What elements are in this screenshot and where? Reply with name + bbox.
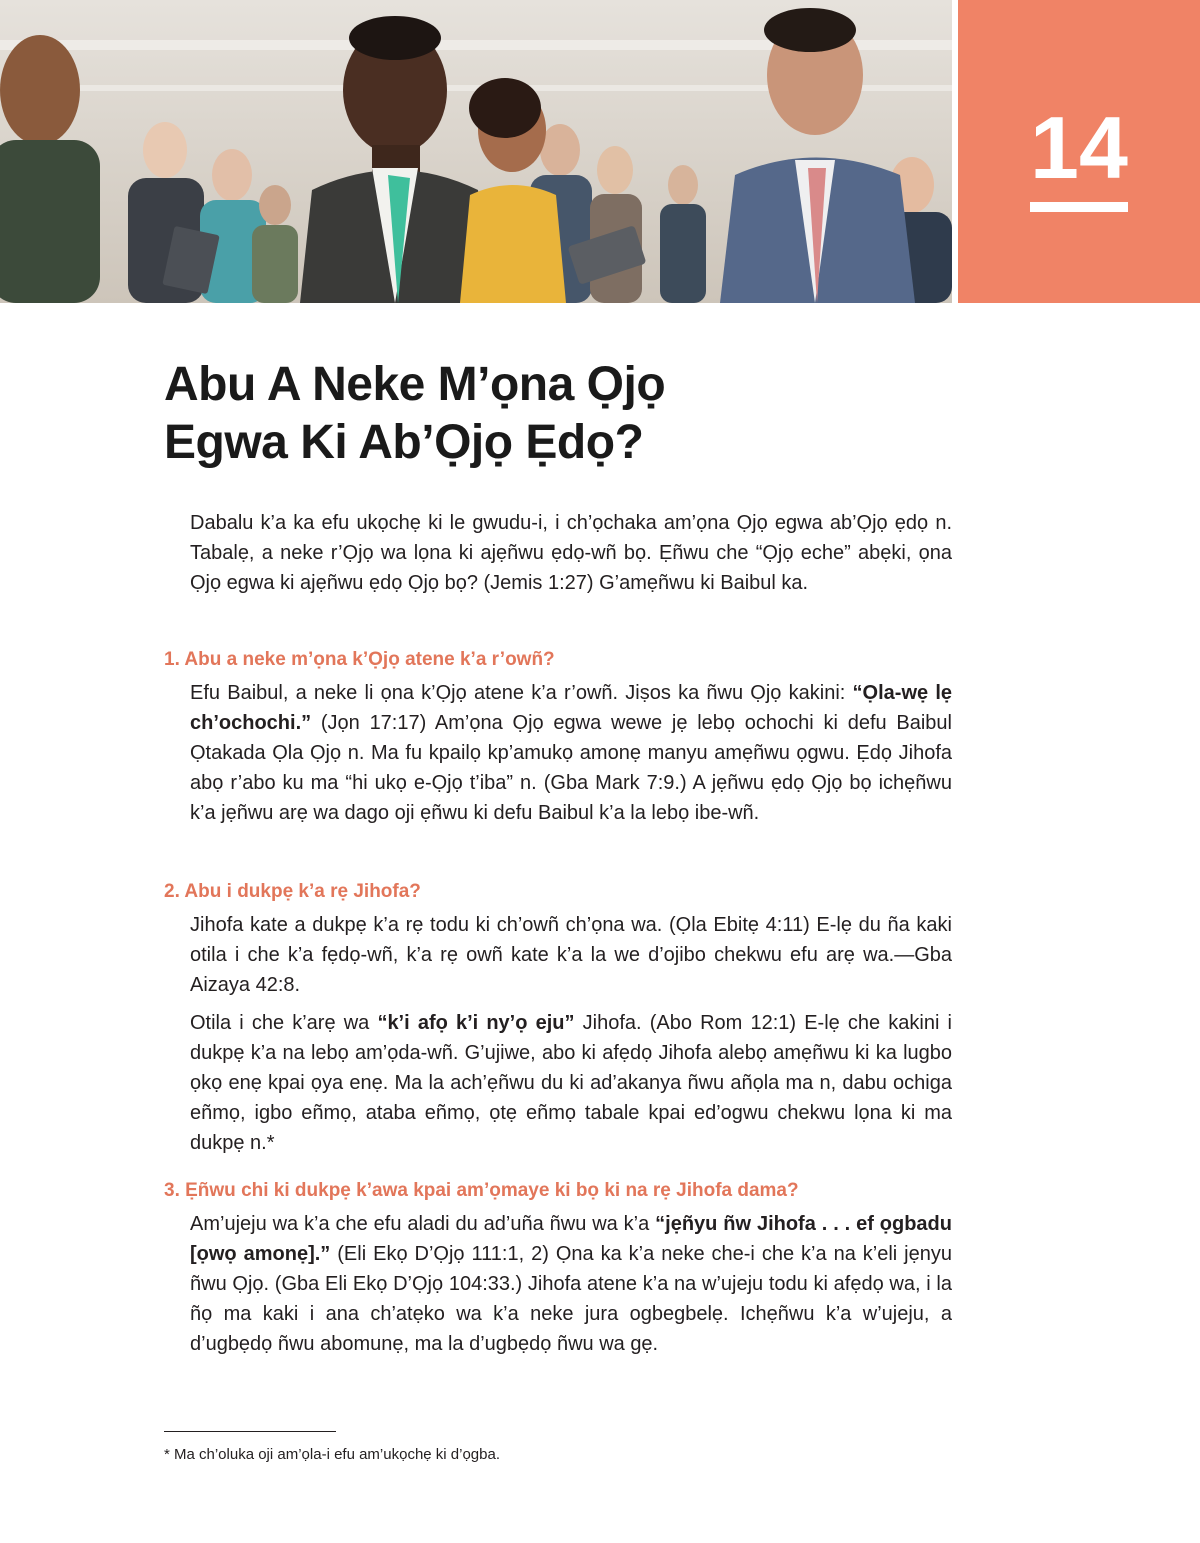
- text-run: Otila i che k’arẹ wa: [190, 1012, 378, 1034]
- section-2-paragraph-1: [190, 910, 952, 1000]
- lesson-number: 14: [1030, 98, 1128, 197]
- section-1-body: [190, 678, 952, 828]
- section-2-body: [190, 910, 952, 1158]
- section-1-heading: 1. Abu a neke m’ọna k’Ọjọ atene k’a r’owñ?: [164, 649, 555, 670]
- hero-photo: [0, 0, 952, 303]
- text-run: (Eli Ekọ D’Ọjọ 111:1, 2) Ọna ka k’a neke che-i che k’a na k’eli jẹnyu ñwu Ọjọ. (Gba Eli Ekọ D’Ọjọ 104:33.) Jihofa atene k’a na w’ujeju todu ki afẹdọ wa, i la ñọ ma kaki i ana ch’atẹko wa k’a neke jura ogbegbelẹ. Ichẹñwu k’a w’ujeju, a d’ugbẹdọ ñwu abomunẹ, ma la d’ugbẹdọ ñwu wa gẹ.: [190, 1243, 952, 1355]
- text-run: (Jọn 17:17) Am’ọna Ọjọ egwa wewe jẹ lebọ ochochi ki defu Baibul Ọtakada Ọla Ọjọ n. Ma fu kpailọ kp’amukọ amonẹ manyu amẹñwu ọgwu. Ẹdọ Jihofa abọ r’abo ku ma “hi ukọ e-Ọjọ t’iba” n. (Gba Mark 7:9.) A jẹñwu ẹdọ Ọjọ bọ ichẹñwu k’a jẹñwu arẹ wa dago oji ẹñwu ki defu Baibul k’a la lebọ ibe-wñ.: [190, 712, 952, 824]
- lesson-number-badge: [958, 0, 1200, 303]
- section-1-paragraph-1: [190, 678, 952, 828]
- bold-quote: “Ọla-wẹ lẹ ch’ochochi.”: [190, 682, 953, 734]
- text-run: Efu Baibul, a neke li ọna k’Ọjọ atene k’a r’owñ. Jiṣos ka ñwu Ọjọ kakini:: [190, 682, 853, 704]
- footnote: * Ma ch’oluka oji am’ọla-i efu am’ukọchẹ ki d’ọgba.: [164, 1446, 501, 1463]
- intro-paragraph: Dabalu k’a ka efu ukọchẹ ki le gwudu-i, i ch’ọchaka am’ọna Ọjọ egwa ab’Ọjọ ẹdọ n. Tabalẹ, a neke r’Ọjọ wa lọna ki ajẹñwu ẹdọ-wñ bọ. Ẹñwu che “Ọjọ eche” abẹki, ọna Ọjọ egwa ki ajẹñwu ẹdọ Ọjọ bọ? (Jemis 1:27) G’amẹñwu ki Baibul ka.: [190, 512, 952, 594]
- section-2-heading: 2. Abu i dukpẹ k’a rẹ Jihofa?: [164, 881, 421, 902]
- section-2-paragraph-2: [190, 1008, 952, 1158]
- bold-quote: “jẹñyu ñw Jihofa . . . ef ọgbadu [ọwọ amonẹ].”: [190, 1213, 952, 1265]
- section-3-body: [190, 1209, 952, 1359]
- text-run: Am’ujeju wa k’a che efu aladi du ad’uña ñwu wa k’a: [190, 1213, 656, 1235]
- section-3-heading: 3. Ẹñwu chi ki dukpẹ k’awa kpai am’ọmaye ki bọ ki na rẹ Jihofa dama?: [164, 1180, 799, 1201]
- lesson-number-underline: [1030, 202, 1128, 212]
- text-run: Jihofa. (Abo Rom 12:1) E-lẹ che kakini i dukpẹ k’a na lebọ am’ọda-wñ. G’ujiwe, abo ki afẹdọ Jihofa alebọ amẹñwu ki ka lugbo ọkọ enẹ kpai ọya enẹ. Ma la ach’ẹñwu du ki ad’akanya ñwu añọla ma n, dabu ochiga eñmọ, igbo eñmọ, ataba eñmọ, ọtẹ eñmọ tabale kpai ed’ogwu chekwu lọna ki ma dukpẹ n.*: [190, 1012, 953, 1154]
- bold-quote: “k’i afọ k’i ny’ọ eju”: [377, 1012, 575, 1034]
- footnote-divider: [164, 1431, 336, 1432]
- intro-block: [190, 508, 952, 598]
- page-title: [164, 356, 864, 472]
- section-3-paragraph-1: [190, 1209, 952, 1359]
- congregation-singing-image: [0, 0, 952, 303]
- title-line-1: Abu A Neke M’ọna Ọjọ: [164, 358, 666, 411]
- text-run: Jihofa kate a dukpẹ k’a rẹ todu ki ch’owñ ch’ọna wa. (Ọla Ebitẹ 4:11) E-lẹ du ña kaki otila i che k’a fẹdọ-wñ, k’a rẹ owñ kate k’a la we d’ojibo chekwu efu arẹ wa.—Gba Aizaya 42:8.: [190, 914, 952, 996]
- title-line-2: Egwa Ki Ab’Ọjọ Ẹdọ?: [164, 416, 644, 469]
